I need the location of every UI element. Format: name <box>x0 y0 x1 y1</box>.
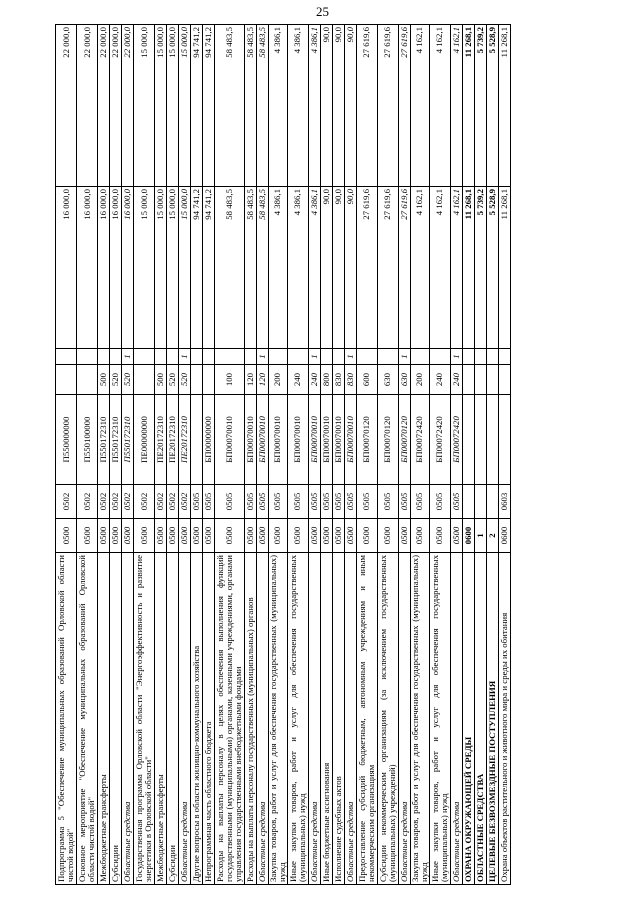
subsection-code: 0502 <box>122 485 134 519</box>
expense-type-code: 520 <box>167 365 179 395</box>
source-code <box>462 349 474 365</box>
table-row <box>167 25 179 885</box>
section-code: 2 <box>486 519 498 553</box>
row-name: Предоставление субсидий бюджетным, автономным учреждениям и иным некоммерческим организациям <box>356 553 377 885</box>
target-article-code: БП00070120 <box>398 395 410 485</box>
expense-type-code: 240 <box>308 365 320 395</box>
expense-type-code <box>203 365 215 395</box>
subsection-code: 0505 <box>287 485 308 519</box>
section-code: 0500 <box>320 519 332 553</box>
subsection-code: 0505 <box>191 485 203 519</box>
row-name: Областные средства <box>122 553 134 885</box>
amount-year-2: 22 000,0 <box>98 25 110 187</box>
section-code: 0500 <box>203 519 215 553</box>
source-code <box>356 349 377 365</box>
amount-year-1: 58 483,5 <box>245 187 257 349</box>
budget-table <box>55 24 511 885</box>
expense-type-code: 520 <box>179 365 191 395</box>
amount-year-2: 58 483,5 <box>245 25 257 187</box>
expense-type-code: 630 <box>398 365 410 395</box>
subsection-code: 0505 <box>308 485 320 519</box>
expense-type-code <box>134 365 155 395</box>
row-name: Подпрограмма 5 "Обеспечение муниципальных образований Орловской области чистой водой" <box>56 553 77 885</box>
subsection-code: 0505 <box>215 485 245 519</box>
expense-type-code <box>498 365 510 395</box>
amount-year-2: 15 000,0 <box>134 25 155 187</box>
amount-year-1: 16 000,0 <box>77 187 98 349</box>
budget-table-container <box>55 25 565 885</box>
amount-year-2: 11 268,1 <box>462 25 474 187</box>
target-article-code <box>486 395 498 485</box>
source-code <box>287 349 308 365</box>
subsection-code: 0505 <box>429 485 450 519</box>
table-row <box>287 25 308 885</box>
target-article-code: БП00070010 <box>215 395 245 485</box>
table-row <box>257 25 269 885</box>
expense-type-code: 830 <box>332 365 344 395</box>
target-article-code: БП00070010 <box>320 395 332 485</box>
source-code <box>110 349 122 365</box>
amount-year-2: 5 528,9 <box>486 25 498 187</box>
table-row <box>77 25 98 885</box>
amount-year-1: 58 483,5 <box>215 187 245 349</box>
target-article-code: БП00072420 <box>450 395 462 485</box>
target-article-code <box>474 395 486 485</box>
row-name: Охрана объектов растительного и животного мира и среды их обитания <box>498 553 510 885</box>
subsection-code: 0502 <box>134 485 155 519</box>
amount-year-2: 90,0 <box>320 25 332 187</box>
amount-year-1: 27 619,6 <box>377 187 398 349</box>
expense-type-code: 200 <box>269 365 288 395</box>
expense-type-code: 630 <box>377 365 398 395</box>
source-code: 1 <box>308 349 320 365</box>
section-code: 0500 <box>56 519 77 553</box>
target-article-code: ПЕ20172310 <box>155 395 167 485</box>
section-code: 0500 <box>308 519 320 553</box>
target-article-code: БП00070010 <box>308 395 320 485</box>
section-code: 0500 <box>269 519 288 553</box>
subsection-code: 0502 <box>155 485 167 519</box>
amount-year-1: 90,0 <box>320 187 332 349</box>
source-code <box>98 349 110 365</box>
subsection-code <box>462 485 474 519</box>
expense-type-code: 200 <box>410 365 429 395</box>
expense-type-code <box>486 365 498 395</box>
expense-type-code: 520 <box>122 365 134 395</box>
table-row <box>191 25 203 885</box>
source-code <box>332 349 344 365</box>
source-code: 1 <box>257 349 269 365</box>
section-code: 0500 <box>110 519 122 553</box>
table-row <box>474 25 486 885</box>
table-row <box>356 25 377 885</box>
source-code <box>134 349 155 365</box>
subsection-code: 0502 <box>56 485 77 519</box>
amount-year-2: 58 483,5 <box>215 25 245 187</box>
section-code: 0500 <box>429 519 450 553</box>
source-code: 1 <box>179 349 191 365</box>
target-article-code: БП00070010 <box>245 395 257 485</box>
target-article-code: П550000000 <box>56 395 77 485</box>
expense-type-code: 520 <box>110 365 122 395</box>
section-code: 0500 <box>155 519 167 553</box>
section-code: 0500 <box>245 519 257 553</box>
row-name: Другие вопросы в области жилищно-коммунального хозяйства <box>191 553 203 885</box>
source-code <box>77 349 98 365</box>
amount-year-1: 58 483,5 <box>257 187 269 349</box>
row-name: Иные закупки товаров, работ и услуг для обеспечения государственных (муниципальных) нужд <box>287 553 308 885</box>
amount-year-1: 16 000,0 <box>98 187 110 349</box>
amount-year-1: 11 268,1 <box>498 187 510 349</box>
subsection-code: 0502 <box>179 485 191 519</box>
table-row <box>56 25 77 885</box>
expense-type-code: 240 <box>429 365 450 395</box>
row-name: ОХРАНА ОКРУЖАЮЩЕЙ СРЕДЫ <box>462 553 474 885</box>
amount-year-2: 27 619,6 <box>356 25 377 187</box>
amount-year-1: 90,0 <box>344 187 356 349</box>
target-article-code: П550100000 <box>77 395 98 485</box>
subsection-code: 0505 <box>203 485 215 519</box>
target-article-code: БП00070010 <box>287 395 308 485</box>
target-article-code: БП00070010 <box>344 395 356 485</box>
section-code: 1 <box>474 519 486 553</box>
amount-year-1: 27 619,6 <box>398 187 410 349</box>
row-name: Областные средства <box>308 553 320 885</box>
row-name: Субсидии некоммерческим организациям (за исключением государственных (муниципальных) учреждений) <box>377 553 398 885</box>
expense-type-code <box>474 365 486 395</box>
amount-year-1: 4 162,1 <box>410 187 429 349</box>
amount-year-2: 22 000,0 <box>110 25 122 187</box>
expense-type-code: 800 <box>320 365 332 395</box>
section-code: 0500 <box>356 519 377 553</box>
row-name: Областные средства <box>344 553 356 885</box>
amount-year-1: 15 000,0 <box>134 187 155 349</box>
amount-year-2: 15 000,0 <box>167 25 179 187</box>
section-code: 0500 <box>122 519 134 553</box>
subsection-code: 0505 <box>245 485 257 519</box>
amount-year-1: 4 386,1 <box>287 187 308 349</box>
expense-type-code: 120 <box>245 365 257 395</box>
section-code: 0500 <box>287 519 308 553</box>
table-row <box>269 25 288 885</box>
row-name: Закупка товаров, работ и услуг для обеспечения государственных (муниципальных) нужд <box>410 553 429 885</box>
expense-type-code: 600 <box>356 365 377 395</box>
target-article-code: БП00000000 <box>203 395 215 485</box>
expense-type-code <box>77 365 98 395</box>
amount-year-2: 27 619,6 <box>377 25 398 187</box>
amount-year-1: 94 741,2 <box>191 187 203 349</box>
section-code: 0500 <box>450 519 462 553</box>
source-code <box>203 349 215 365</box>
subsection-code: 0505 <box>344 485 356 519</box>
subsection-code: 0505 <box>377 485 398 519</box>
expense-type-code: 100 <box>215 365 245 395</box>
target-article-code: БП00072420 <box>429 395 450 485</box>
amount-year-1: 4 162,1 <box>450 187 462 349</box>
source-code <box>320 349 332 365</box>
target-article-code: БП00072420 <box>410 395 429 485</box>
table-row <box>498 25 510 885</box>
expense-type-code: 120 <box>257 365 269 395</box>
subsection-code: 0502 <box>110 485 122 519</box>
target-article-code <box>191 395 203 485</box>
table-row <box>320 25 332 885</box>
table-row <box>203 25 215 885</box>
section-code: 0500 <box>215 519 245 553</box>
amount-year-1: 15 000,0 <box>179 187 191 349</box>
subsection-code: 0505 <box>269 485 288 519</box>
amount-year-2: 15 000,0 <box>179 25 191 187</box>
row-name: Основное мероприятие "Обеспечение муниципальных образований Орловской области чистой водой" <box>77 553 98 885</box>
amount-year-2: 5 739,2 <box>474 25 486 187</box>
section-code: 0500 <box>179 519 191 553</box>
target-article-code: П550172310 <box>110 395 122 485</box>
section-code: 0500 <box>377 519 398 553</box>
target-article-code: ПЕ00000000 <box>134 395 155 485</box>
source-code <box>474 349 486 365</box>
amount-year-1: 16 000,0 <box>56 187 77 349</box>
table-row <box>179 25 191 885</box>
table-row <box>134 25 155 885</box>
amount-year-2: 27 619,6 <box>398 25 410 187</box>
row-name: Областные средства <box>398 553 410 885</box>
amount-year-2: 4 162,1 <box>450 25 462 187</box>
row-name: Расходы на выплаты персоналу государственных (муниципальных) органов <box>245 553 257 885</box>
source-code <box>269 349 288 365</box>
amount-year-1: 16 000,0 <box>122 187 134 349</box>
row-name: Межбюджетные трансферты <box>98 553 110 885</box>
target-article-code <box>462 395 474 485</box>
subsection-code: 0505 <box>450 485 462 519</box>
amount-year-1: 90,0 <box>332 187 344 349</box>
target-article-code: БП00070010 <box>269 395 288 485</box>
section-code: 0600 <box>462 519 474 553</box>
amount-year-1: 5 739,2 <box>474 187 486 349</box>
source-code <box>377 349 398 365</box>
row-name: Областные средства <box>257 553 269 885</box>
section-code: 0500 <box>257 519 269 553</box>
expense-type-code: 500 <box>98 365 110 395</box>
table-row <box>215 25 245 885</box>
subsection-code: 0505 <box>410 485 429 519</box>
row-name: Исполнение судебных актов <box>332 553 344 885</box>
amount-year-1: 16 000,0 <box>110 187 122 349</box>
table-row <box>245 25 257 885</box>
section-code: 0500 <box>191 519 203 553</box>
target-article-code: БП00070010 <box>257 395 269 485</box>
subsection-code: 0505 <box>257 485 269 519</box>
amount-year-1: 4 386,1 <box>308 187 320 349</box>
table-row <box>110 25 122 885</box>
table-row <box>344 25 356 885</box>
section-code: 0500 <box>77 519 98 553</box>
subsection-code: 0502 <box>167 485 179 519</box>
subsection-code: 0505 <box>332 485 344 519</box>
amount-year-1: 15 000,0 <box>155 187 167 349</box>
row-name: Субсидии <box>167 553 179 885</box>
row-name: Субсидии <box>110 553 122 885</box>
subsection-code: 0505 <box>398 485 410 519</box>
section-code: 0500 <box>398 519 410 553</box>
table-row <box>98 25 110 885</box>
amount-year-2: 58 483,5 <box>257 25 269 187</box>
source-code <box>410 349 429 365</box>
expense-type-code: 240 <box>450 365 462 395</box>
target-article-code: ПЕ20172310 <box>179 395 191 485</box>
row-name: Иные закупки товаров, работ и услуг для обеспечения государственных (муниципальных) нужд <box>429 553 450 885</box>
source-code <box>486 349 498 365</box>
expense-type-code <box>191 365 203 395</box>
row-name: Государственная программа Орловской области "Энергоэффективность и развитие энергетики в Орловской области" <box>134 553 155 885</box>
rotated-table-area <box>55 25 565 885</box>
amount-year-2: 15 000,0 <box>155 25 167 187</box>
table-row <box>429 25 450 885</box>
row-name: Непрограммная часть областного бюджета <box>203 553 215 885</box>
table-row <box>377 25 398 885</box>
target-article-code: ПЕ20172310 <box>167 395 179 485</box>
subsection-code <box>474 485 486 519</box>
table-row <box>332 25 344 885</box>
source-code: 1 <box>398 349 410 365</box>
row-name: Закупка товаров, работ и услуг для обеспечения государственных (муниципальных) нужд <box>269 553 288 885</box>
source-code <box>191 349 203 365</box>
section-code: 0500 <box>344 519 356 553</box>
source-code <box>429 349 450 365</box>
subsection-code: 0502 <box>98 485 110 519</box>
target-article-code: БП00070120 <box>377 395 398 485</box>
amount-year-2: 11 268,1 <box>498 25 510 187</box>
amount-year-2: 4 162,1 <box>410 25 429 187</box>
amount-year-2: 90,0 <box>344 25 356 187</box>
amount-year-2: 4 162,1 <box>429 25 450 187</box>
table-row <box>398 25 410 885</box>
budget-table-body <box>56 25 511 885</box>
subsection-code: 0603 <box>498 485 510 519</box>
target-article-code: БП00070010 <box>332 395 344 485</box>
table-row <box>462 25 474 885</box>
amount-year-2: 94 741,2 <box>203 25 215 187</box>
expense-type-code: 500 <box>155 365 167 395</box>
page-number: 25 <box>316 4 329 19</box>
source-code <box>245 349 257 365</box>
section-code: 0500 <box>98 519 110 553</box>
amount-year-1: 4 386,1 <box>269 187 288 349</box>
target-article-code <box>498 395 510 485</box>
section-code: 0500 <box>410 519 429 553</box>
table-row <box>155 25 167 885</box>
table-row <box>122 25 134 885</box>
section-code: 0500 <box>167 519 179 553</box>
expense-type-code <box>462 365 474 395</box>
row-name: ЦЕЛЕВЫЕ БЕЗВОЗМЕЗДНЫЕ ПОСТУПЛЕНИЯ <box>486 553 498 885</box>
subsection-code: 0502 <box>77 485 98 519</box>
table-row <box>486 25 498 885</box>
source-code <box>167 349 179 365</box>
amount-year-2: 22 000,0 <box>56 25 77 187</box>
row-name: Областные средства <box>450 553 462 885</box>
amount-year-2: 4 386,1 <box>308 25 320 187</box>
row-name: Иные бюджетные ассигнования <box>320 553 332 885</box>
subsection-code: 0505 <box>356 485 377 519</box>
expense-type-code: 240 <box>287 365 308 395</box>
amount-year-1: 4 162,1 <box>429 187 450 349</box>
table-row <box>308 25 320 885</box>
expense-type-code: 830 <box>344 365 356 395</box>
source-code <box>155 349 167 365</box>
source-code: 1 <box>122 349 134 365</box>
section-code: 0600 <box>498 519 510 553</box>
amount-year-1: 94 741,2 <box>203 187 215 349</box>
subsection-code: 0505 <box>320 485 332 519</box>
amount-year-1: 5 528,9 <box>486 187 498 349</box>
amount-year-1: 27 619,6 <box>356 187 377 349</box>
amount-year-2: 4 386,1 <box>269 25 288 187</box>
source-code: 1 <box>450 349 462 365</box>
subsection-code <box>486 485 498 519</box>
amount-year-1: 11 268,1 <box>462 187 474 349</box>
target-article-code: П550172310 <box>122 395 134 485</box>
source-code: 1 <box>344 349 356 365</box>
table-row <box>450 25 462 885</box>
row-name: Межбюджетные трансферты <box>155 553 167 885</box>
amount-year-2: 22 000,0 <box>77 25 98 187</box>
source-code <box>498 349 510 365</box>
section-code: 0500 <box>332 519 344 553</box>
expense-type-code <box>56 365 77 395</box>
row-name: Расходы на выплаты персоналу в целях обеспечения выполнения функций государственными (муниципальными) органами, казенными учреждениями, органами управления государственными внебюджетными фондами <box>215 553 245 885</box>
amount-year-2: 4 386,1 <box>287 25 308 187</box>
source-code <box>56 349 77 365</box>
amount-year-2: 90,0 <box>332 25 344 187</box>
source-code <box>215 349 245 365</box>
amount-year-2: 22 000,0 <box>122 25 134 187</box>
amount-year-2: 94 741,2 <box>191 25 203 187</box>
table-row <box>410 25 429 885</box>
section-code: 0500 <box>134 519 155 553</box>
target-article-code: БП00070120 <box>356 395 377 485</box>
amount-year-1: 15 000,0 <box>167 187 179 349</box>
target-article-code: П550172310 <box>98 395 110 485</box>
row-name: ОБЛАСТНЫЕ СРЕДСТВА <box>474 553 486 885</box>
row-name: Областные средства <box>179 553 191 885</box>
